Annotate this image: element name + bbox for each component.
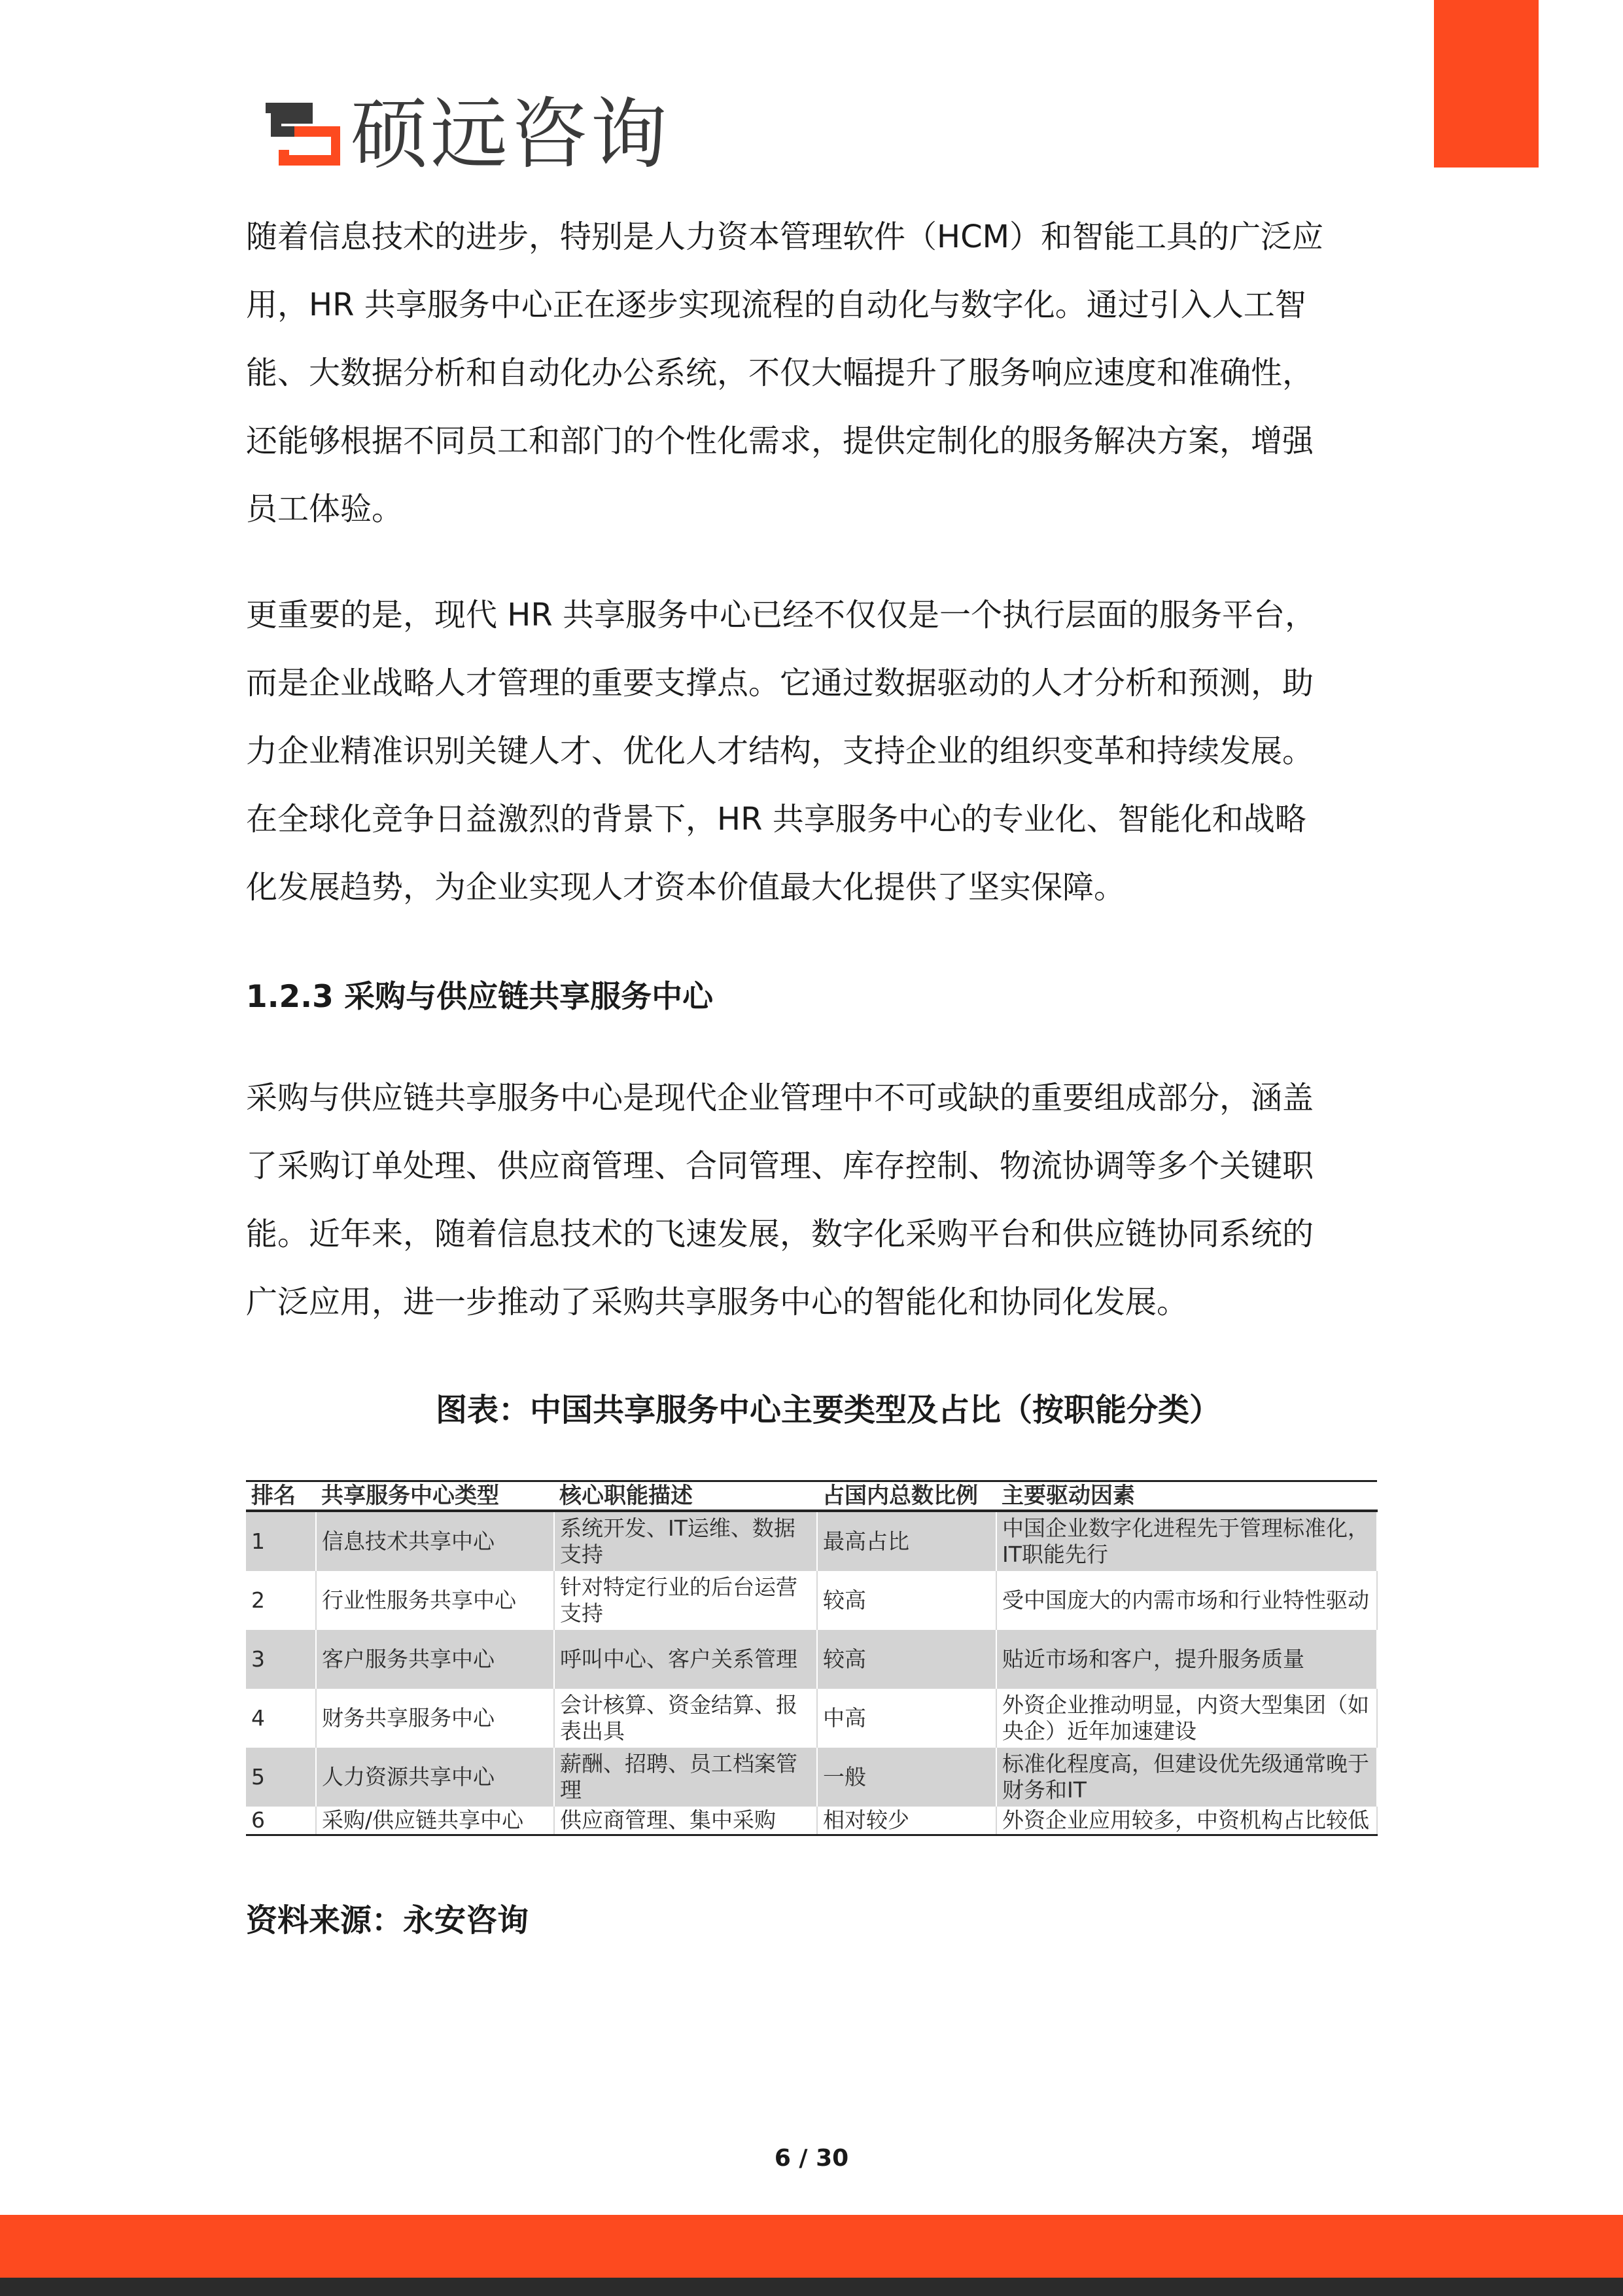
paragraph-line: 能。近年来，随着信息技术的飞速发展，数字化采购平台和供应链协同系统的: [246, 1216, 1314, 1252]
rank-cell: 2: [246, 1571, 316, 1630]
source-note: 资料来源：永安咨询: [246, 1902, 529, 1939]
type-cell: 人力资源共享中心: [316, 1748, 554, 1807]
company-logo: [262, 89, 671, 179]
type-cell: 信息技术共享中心: [316, 1511, 554, 1571]
ratio-cell: 中高: [817, 1689, 996, 1748]
driver-cell: 中国企业数字化进程先于管理标准化，IT职能先行: [996, 1511, 1377, 1571]
paragraph-line: 随着信息技术的进步，特别是人力资本管理软件（HCM）和智能工具的广泛应: [246, 219, 1324, 255]
section-heading: 1.2.3 采购与供应链共享服务中心: [246, 979, 714, 1015]
column-header: 占国内总数比例: [817, 1481, 996, 1511]
paragraph-procurement: [246, 1064, 1371, 1336]
footer-dark-strip: [0, 2278, 1623, 2296]
rank-cell: 6: [246, 1807, 316, 1835]
column-header: 主要驱动因素: [996, 1481, 1377, 1511]
rank-cell: 1: [246, 1511, 316, 1571]
rank-cell: 3: [246, 1630, 316, 1689]
column-header: 核心职能描述: [554, 1481, 817, 1511]
brand-logo-icon: [262, 95, 340, 173]
driver-cell: 受中国庞大的内需市场和行业特性驱动: [996, 1571, 1377, 1630]
driver-cell: 外资企业应用较多，中资机构占比较低: [996, 1807, 1377, 1835]
paragraph-line: 还能够根据不同员工和部门的个性化需求，提供定制化的服务解决方案，增强: [246, 423, 1314, 459]
paragraph-strategy: [246, 581, 1371, 921]
paragraph-line: 化发展趋势，为企业实现人才资本价值最大化提供了坚实保障。: [246, 869, 1126, 906]
description-cell: 针对特定行业的后台运营支持: [554, 1571, 817, 1630]
table-row: [246, 1511, 1377, 1571]
corner-accent-block: [1434, 0, 1539, 168]
type-cell: 采购/供应链共享中心: [316, 1807, 554, 1835]
table-row: [246, 1748, 1377, 1807]
description-cell: 系统开发、IT运维、数据支持: [554, 1511, 817, 1571]
column-header: 排名: [246, 1481, 316, 1511]
ratio-cell: 较高: [817, 1630, 996, 1689]
table-row: [246, 1571, 1377, 1630]
page-number: 6 / 30: [774, 2145, 849, 2172]
paragraph-line: 力企业精准识别关键人才、优化人才结构，支持企业的组织变革和持续发展。: [246, 733, 1314, 769]
driver-cell: 外资企业推动明显，内资大型集团（如央企）近年加速建设: [996, 1689, 1377, 1748]
paragraph-line: 了采购订单处理、供应商管理、合同管理、库存控制、物流协调等多个关键职: [246, 1148, 1314, 1184]
logo-text: 硕远咨询: [351, 89, 671, 179]
paragraph-line: 用，HR 共享服务中心正在逐步实现流程的自动化与数字化。通过引入人工智: [246, 287, 1306, 323]
column-header: 共享服务中心类型: [316, 1481, 554, 1511]
table-row: [246, 1689, 1377, 1748]
description-cell: 呼叫中心、客户关系管理: [554, 1630, 817, 1689]
type-cell: 财务共享服务中心: [316, 1689, 554, 1748]
shared-service-table: [246, 1480, 1378, 1836]
paragraph-line: 而是企业战略人才管理的重要支撑点。它通过数据驱动的人才分析和预测，助: [246, 665, 1314, 701]
description-cell: 薪酬、招聘、员工档案管理: [554, 1748, 817, 1807]
type-cell: 客户服务共享中心: [316, 1630, 554, 1689]
paragraph-line: 员工体验。: [246, 491, 404, 527]
table-header-row: [246, 1481, 1377, 1511]
paragraph-line: 能、大数据分析和自动化办公系统，不仅大幅提升了服务响应速度和准确性，: [246, 355, 1314, 391]
paragraph-line: 广泛应用，进一步推动了采购共享服务中心的智能化和协同化发展。: [246, 1284, 1189, 1320]
description-cell: 会计核算、资金结算、报表出具: [554, 1689, 817, 1748]
ratio-cell: 相对较少: [817, 1807, 996, 1835]
table-row: [246, 1807, 1377, 1835]
description-cell: 供应商管理、集中采购: [554, 1807, 817, 1835]
footer-accent-bar: [0, 2215, 1623, 2278]
paragraph-line: 更重要的是，现代 HR 共享服务中心已经不仅仅是一个执行层面的服务平台，: [246, 597, 1316, 633]
chart-title: 图表：中国共享服务中心主要类型及占比（按职能分类）: [435, 1392, 1221, 1428]
ratio-cell: 较高: [817, 1571, 996, 1630]
paragraph-line: 采购与供应链共享服务中心是现代企业管理中不可或缺的重要组成部分，涵盖: [246, 1080, 1314, 1116]
paragraph-hcm: [246, 203, 1371, 543]
table-row: [246, 1630, 1377, 1689]
rank-cell: 4: [246, 1689, 316, 1748]
rank-cell: 5: [246, 1748, 316, 1807]
paragraph-line: 在全球化竞争日益激烈的背景下，HR 共享服务中心的专业化、智能化和战略: [246, 801, 1306, 838]
ratio-cell: 最高占比: [817, 1511, 996, 1571]
ratio-cell: 一般: [817, 1748, 996, 1807]
driver-cell: 贴近市场和客户，提升服务质量: [996, 1630, 1377, 1689]
type-cell: 行业性服务共享中心: [316, 1571, 554, 1630]
driver-cell: 标准化程度高，但建设优先级通常晚于财务和IT: [996, 1748, 1377, 1807]
